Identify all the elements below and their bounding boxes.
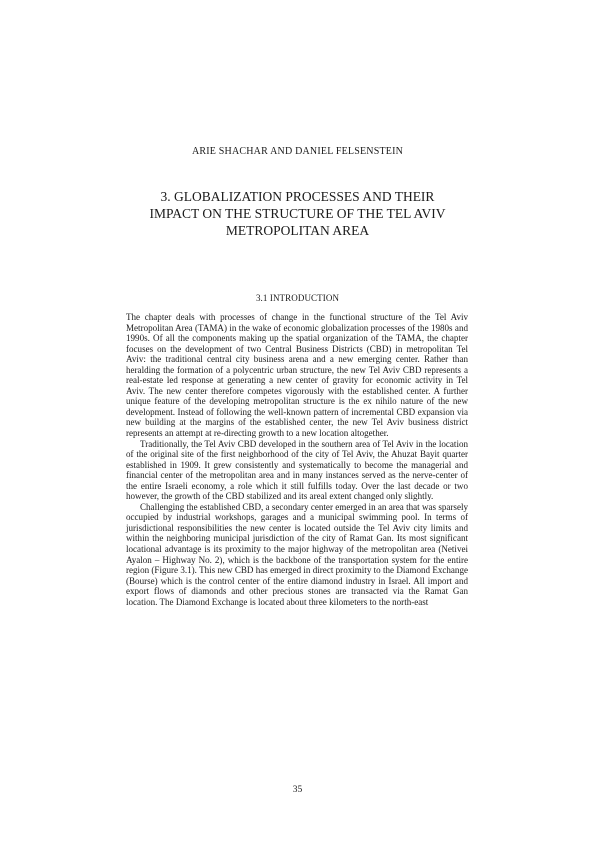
chapter-title-line: 3. GLOBALIZATION PROCESSES AND THEIR (160, 189, 435, 204)
page-number: 35 (292, 785, 303, 795)
body-text (126, 312, 468, 607)
paragraph: The chapter deals with processes of change in the functional structure of the Tel Aviv Metropolitan Area (TAMA) in the wake of economic globalization processes of the 1980s and 1990s. Of all the components making up the spatial organization of the TAMA, the chapter focuses on the development of two Central Business Districts (CBD) in metropolitan Tel Aviv: the traditional central city business arena and a new emerging center. Rather than heralding the formation of a polycentric urban structure, the new Tel Aviv CBD represents a real-estate led response at generating a new center of gravity for economic activity in Tel Aviv. The new center therefore competes vigorously with the established center. A further unique feature of the developing metropolitan structure is the ex nihilo nature of the new development. Instead of following the well-known pattern of incremental CBD expansion via new building at the margins of the established center, the new Tel Aviv business district represents an attempt at re-directing growth to a new location altogether. (126, 312, 468, 439)
chapter-title-line: IMPACT ON THE STRUCTURE OF THE TEL AVIV (149, 206, 446, 221)
paragraph: Traditionally, the Tel Aviv CBD developed in the southern area of Tel Aviv in the location of the original site of the first neighborhood of the city of Tel Aviv, the Ahuzat Bayit quarter established in 1909. It grew consistently and systematically to become the managerial and financial center of the metropolitan area and in many instances served as the nerve-center of the entire Israeli economy, a role which it still fulfills today. Over the last decade or two however, the growth of the CBD stabilized and its areal extent changed only slightly. (126, 438, 468, 502)
chapter-title (110, 188, 485, 239)
paragraph: Challenging the established CBD, a secondary center emerged in an area that was sparsely occupied by industrial workshops, garages and a municipal swimming pool. In terms of jurisdictional responsibilities the new center is located outside the Tel Aviv city limits and within the neighboring municipal jurisdiction of the city of Ramat Gan. Its most significant locational advantage is its proximity to the major highway of the metropolitan area (Netivei Ayalon – Highway No. 2), which is the backbone of the transportation system for the entire region (Figure 3.1). This new CBD has emerged in direct proximity to the Diamond Exchange (Bourse) which is the control center of the entire diamond industry in Israel. All import and export flows of diamonds and other precious stones are transacted via the Ramat Gan location. The Diamond Exchange is located about three kilometers to the north-east (126, 501, 468, 607)
running-header-authors: ARIE SHACHAR AND DANIEL FELSENSTEIN (191, 146, 404, 157)
section-heading: 3.1 INTRODUCTION (255, 293, 340, 303)
chapter-title-line: METROPOLITAN AREA (225, 223, 370, 238)
